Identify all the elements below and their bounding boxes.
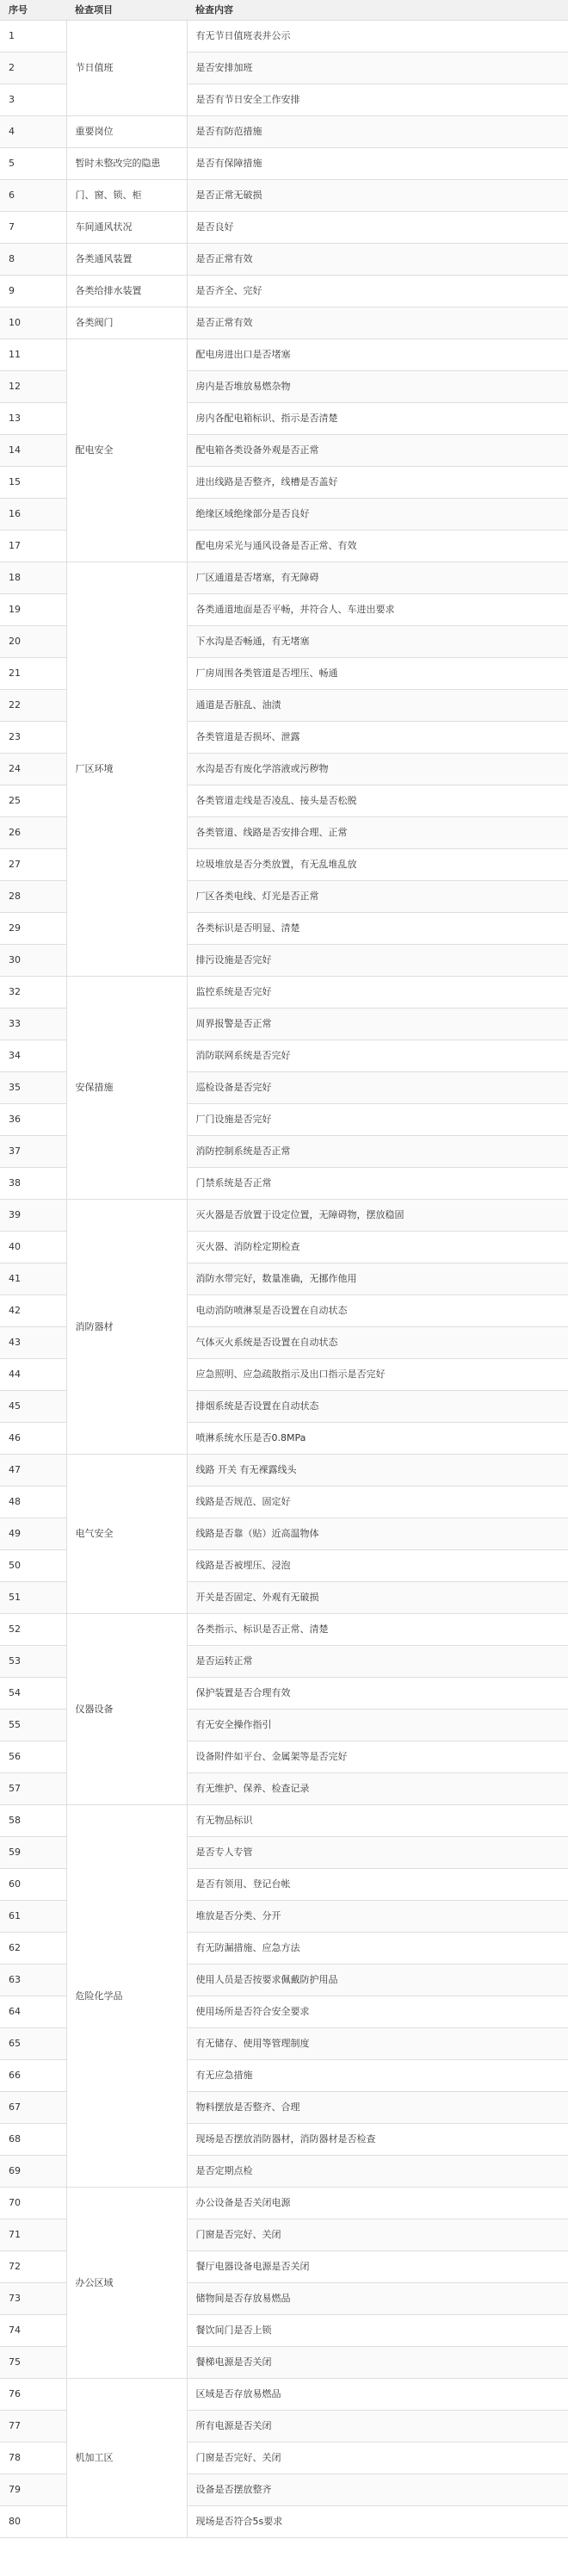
- row-number: 52: [0, 1614, 66, 1646]
- row-number: 17: [0, 531, 66, 562]
- row-content: 保护装置是否合理有效: [187, 1678, 568, 1710]
- row-number: 78: [0, 2443, 66, 2474]
- row-number: 48: [0, 1487, 66, 1518]
- row-content: 消防联网系统是否完好: [187, 1040, 568, 1072]
- row-content: 餐厅电器设备电源是否关闭: [187, 2251, 568, 2283]
- row-content: 各类管道走线是否凌乱、接头是否松脱: [187, 785, 568, 817]
- row-number: 68: [0, 2124, 66, 2156]
- row-number: 15: [0, 467, 66, 499]
- row-number: 58: [0, 1805, 66, 1837]
- row-content: 餐饮间门是否上锁: [187, 2315, 568, 2347]
- row-content: 进出线路是否整齐，线槽是否盖好: [187, 467, 568, 499]
- row-content: 是否正常有效: [187, 307, 568, 339]
- row-content: 灭火器是否放置于设定位置，无障碍物，摆放稳固: [187, 1200, 568, 1232]
- row-content: 配电箱各类设备外观是否正常: [187, 435, 568, 467]
- row-content: 是否有保障措施: [187, 148, 568, 180]
- row-content: 灭火器、消防栓定期检查: [187, 1232, 568, 1263]
- row-category: 节日值班: [66, 21, 187, 116]
- row-content: 开关是否固定、外观有无破损: [187, 1582, 568, 1614]
- row-number: 59: [0, 1837, 66, 1869]
- row-content: 是否正常无破损: [187, 180, 568, 212]
- row-content: 水沟是否有废化学溶液或污秽物: [187, 754, 568, 785]
- row-content: 有无节日值班表并公示: [187, 21, 568, 53]
- table-row: [0, 116, 568, 148]
- row-number: 65: [0, 2028, 66, 2060]
- row-content: 厂房周围各类管道是否埋压、畅通: [187, 658, 568, 690]
- row-number: 12: [0, 371, 66, 403]
- row-number: 34: [0, 1040, 66, 1072]
- row-number: 38: [0, 1168, 66, 1200]
- row-content: 门禁系统是否正常: [187, 1168, 568, 1200]
- row-content: 办公设备是否关闭电源: [187, 2188, 568, 2219]
- table-row: [0, 2379, 568, 2411]
- row-number: 40: [0, 1232, 66, 1263]
- row-content: 设备是否摆放整齐: [187, 2474, 568, 2506]
- row-content: 物料摆放是否整齐、合理: [187, 2092, 568, 2124]
- row-content: 巡检设备是否完好: [187, 1072, 568, 1104]
- row-category: 各类阀门: [66, 307, 187, 339]
- table-row: [0, 1455, 568, 1487]
- row-content: 厂区通道是否堵塞，有无障碍: [187, 562, 568, 594]
- table-row: [0, 339, 568, 371]
- row-content: 各类标识是否明显、清楚: [187, 913, 568, 945]
- row-number: 1: [0, 21, 66, 53]
- row-content: 是否有节日安全工作安排: [187, 84, 568, 116]
- row-number: 26: [0, 817, 66, 849]
- row-number: 46: [0, 1423, 66, 1455]
- row-content: 区域是否存放易燃品: [187, 2379, 568, 2411]
- row-category: 配电安全: [66, 339, 187, 562]
- row-content: 通道是否脏乱、油渍: [187, 690, 568, 722]
- row-number: 47: [0, 1455, 66, 1487]
- row-number: 10: [0, 307, 66, 339]
- row-content: 线路是否规范、固定好: [187, 1487, 568, 1518]
- row-number: 8: [0, 244, 66, 276]
- row-content: 是否齐全、完好: [187, 276, 568, 307]
- row-content: 现场是否符合5s要求: [187, 2506, 568, 2538]
- table-row: [0, 1805, 568, 1837]
- row-content: 各类通道地面是否平畅，并符合人、车进出要求: [187, 594, 568, 626]
- row-number: 55: [0, 1710, 66, 1741]
- row-content: 所有电源是否关闭: [187, 2411, 568, 2443]
- row-content: 有无安全操作指引: [187, 1710, 568, 1741]
- row-content: 厂区各类电线、灯光是否正常: [187, 881, 568, 913]
- row-content: 排烟系统是否设置在自动状态: [187, 1391, 568, 1423]
- row-content: 配电房进出口是否堵塞: [187, 339, 568, 371]
- row-content: 厂门设施是否完好: [187, 1104, 568, 1136]
- row-content: 堆放是否分类、分开: [187, 1901, 568, 1933]
- row-number: 44: [0, 1359, 66, 1391]
- row-number: 21: [0, 658, 66, 690]
- row-number: 49: [0, 1518, 66, 1550]
- row-content: 是否正常有效: [187, 244, 568, 276]
- row-content: 房内各配电箱标识、指示是否清楚: [187, 403, 568, 435]
- row-number: 35: [0, 1072, 66, 1104]
- row-number: 79: [0, 2474, 66, 2506]
- table-row: [0, 180, 568, 212]
- row-category: 门、窗、锁、柜: [66, 180, 187, 212]
- row-content: 现场是否摆放消防器材，消防器材是否检查: [187, 2124, 568, 2156]
- row-category: 暂时未整改完的隐患: [66, 148, 187, 180]
- header-content: 检查内容: [187, 0, 568, 21]
- row-number: 24: [0, 754, 66, 785]
- row-number: 13: [0, 403, 66, 435]
- row-number: 72: [0, 2251, 66, 2283]
- row-number: 4: [0, 116, 66, 148]
- row-content: 房内是否堆放易燃杂物: [187, 371, 568, 403]
- row-number: 19: [0, 594, 66, 626]
- row-number: 63: [0, 1965, 66, 1996]
- table-row: [0, 212, 568, 244]
- row-number: 30: [0, 945, 66, 977]
- row-number: 43: [0, 1327, 66, 1359]
- row-content: 是否运转正常: [187, 1646, 568, 1678]
- row-content: 是否良好: [187, 212, 568, 244]
- row-number: 32: [0, 977, 66, 1009]
- row-number: 18: [0, 562, 66, 594]
- row-content: 门窗是否完好、关闭: [187, 2443, 568, 2474]
- row-number: 50: [0, 1550, 66, 1582]
- header-category: 检查项目: [66, 0, 187, 21]
- row-number: 9: [0, 276, 66, 307]
- row-number: 42: [0, 1295, 66, 1327]
- row-content: 有无防漏措施、应急方法: [187, 1933, 568, 1965]
- row-content: 各类指示、标识是否正常、清楚: [187, 1614, 568, 1646]
- row-number: 60: [0, 1869, 66, 1901]
- row-number: 67: [0, 2092, 66, 2124]
- row-number: 62: [0, 1933, 66, 1965]
- row-content: 有无储存、使用等管理制度: [187, 2028, 568, 2060]
- row-number: 71: [0, 2219, 66, 2251]
- row-content: 线路 开关 有无裸露线头: [187, 1455, 568, 1487]
- row-content: 是否专人专管: [187, 1837, 568, 1869]
- row-content: 气体灭火系统是否设置在自动状态: [187, 1327, 568, 1359]
- row-content: 应急照明、应急疏散指示及出口指示是否完好: [187, 1359, 568, 1391]
- row-content: 使用场所是否符合安全要求: [187, 1996, 568, 2028]
- row-number: 66: [0, 2060, 66, 2092]
- row-number: 2: [0, 53, 66, 84]
- row-number: 20: [0, 626, 66, 658]
- row-category: 各类通风装置: [66, 244, 187, 276]
- row-content: 电动消防喷淋泵是否设置在自动状态: [187, 1295, 568, 1327]
- row-category: 仪器设备: [66, 1614, 187, 1805]
- row-content: 垃圾堆放是否分类放置，有无乱堆乱放: [187, 849, 568, 881]
- table-row: [0, 307, 568, 339]
- row-number: 25: [0, 785, 66, 817]
- row-category: 机加工区: [66, 2379, 187, 2538]
- row-content: 有无维护、保养、检查记录: [187, 1773, 568, 1805]
- row-number: 64: [0, 1996, 66, 2028]
- row-number: 27: [0, 849, 66, 881]
- row-number: 6: [0, 180, 66, 212]
- row-content: 是否有防范措施: [187, 116, 568, 148]
- row-content: 绝缘区域绝缘部分是否良好: [187, 499, 568, 531]
- row-category: 危险化学品: [66, 1805, 187, 2188]
- row-category: 办公区域: [66, 2188, 187, 2379]
- row-category: 车间通风状况: [66, 212, 187, 244]
- row-number: 70: [0, 2188, 66, 2219]
- row-number: 51: [0, 1582, 66, 1614]
- row-category: 重要岗位: [66, 116, 187, 148]
- table-header-row: [0, 0, 568, 21]
- row-number: 39: [0, 1200, 66, 1232]
- row-category: 厂区环境: [66, 562, 187, 977]
- row-content: 排污设施是否完好: [187, 945, 568, 977]
- table-row: [0, 562, 568, 594]
- row-content: 监控系统是否完好: [187, 977, 568, 1009]
- row-content: 有无物品标识: [187, 1805, 568, 1837]
- row-number: 54: [0, 1678, 66, 1710]
- row-number: 29: [0, 913, 66, 945]
- row-category: 各类给排水装置: [66, 276, 187, 307]
- row-number: 61: [0, 1901, 66, 1933]
- row-content: 消防控制系统是否正常: [187, 1136, 568, 1168]
- row-content: 使用人员是否按要求佩戴防护用品: [187, 1965, 568, 1996]
- row-number: 41: [0, 1263, 66, 1295]
- row-number: 53: [0, 1646, 66, 1678]
- row-number: 69: [0, 2156, 66, 2188]
- row-content: 门窗是否完好、关闭: [187, 2219, 568, 2251]
- row-number: 73: [0, 2283, 66, 2315]
- row-content: 下水沟是否畅通，有无堵塞: [187, 626, 568, 658]
- row-number: 76: [0, 2379, 66, 2411]
- table-row: [0, 1200, 568, 1232]
- header-number: 序号: [0, 0, 66, 21]
- row-content: 各类管道、线路是否安排合理、正常: [187, 817, 568, 849]
- row-category: 安保措施: [66, 977, 187, 1200]
- table-row: [0, 276, 568, 307]
- row-number: 11: [0, 339, 66, 371]
- table-row: [0, 21, 568, 53]
- row-content: 是否有领用、登记台帐: [187, 1869, 568, 1901]
- row-content: 消防水带完好，数量准确，无挪作他用: [187, 1263, 568, 1295]
- row-number: 77: [0, 2411, 66, 2443]
- table-row: [0, 148, 568, 180]
- row-content: 线路是否被埋压、浸泡: [187, 1550, 568, 1582]
- row-number: 23: [0, 722, 66, 754]
- row-content: 线路是否靠（贴）近高温物体: [187, 1518, 568, 1550]
- row-number: 7: [0, 212, 66, 244]
- row-number: 33: [0, 1009, 66, 1040]
- row-content: 设备附件如平台、金属架等是否完好: [187, 1741, 568, 1773]
- row-number: 56: [0, 1741, 66, 1773]
- row-number: 36: [0, 1104, 66, 1136]
- row-number: 57: [0, 1773, 66, 1805]
- row-number: 3: [0, 84, 66, 116]
- row-content: 喷淋系统水压是否0.8MPa: [187, 1423, 568, 1455]
- row-content: 有无应急措施: [187, 2060, 568, 2092]
- table-row: [0, 244, 568, 276]
- table-row: [0, 1614, 568, 1646]
- row-content: 是否定期点检: [187, 2156, 568, 2188]
- row-number: 74: [0, 2315, 66, 2347]
- row-content: 各类管道是否损坏、泄露: [187, 722, 568, 754]
- row-content: 餐梯电源是否关闭: [187, 2347, 568, 2379]
- row-content: 周界报警是否正常: [187, 1009, 568, 1040]
- row-content: 储物间是否存放易燃品: [187, 2283, 568, 2315]
- row-content: 配电房采光与通风设备是否正常、有效: [187, 531, 568, 562]
- table-row: [0, 977, 568, 1009]
- row-number: 75: [0, 2347, 66, 2379]
- row-category: 消防器材: [66, 1200, 187, 1455]
- row-number: 80: [0, 2506, 66, 2538]
- table-row: [0, 2188, 568, 2219]
- row-number: 28: [0, 881, 66, 913]
- row-number: 37: [0, 1136, 66, 1168]
- row-number: 22: [0, 690, 66, 722]
- row-number: 45: [0, 1391, 66, 1423]
- row-content: 是否安排加班: [187, 53, 568, 84]
- row-number: 5: [0, 148, 66, 180]
- row-number: 14: [0, 435, 66, 467]
- row-category: 电气安全: [66, 1455, 187, 1614]
- row-number: 16: [0, 499, 66, 531]
- table-body: [0, 21, 568, 2538]
